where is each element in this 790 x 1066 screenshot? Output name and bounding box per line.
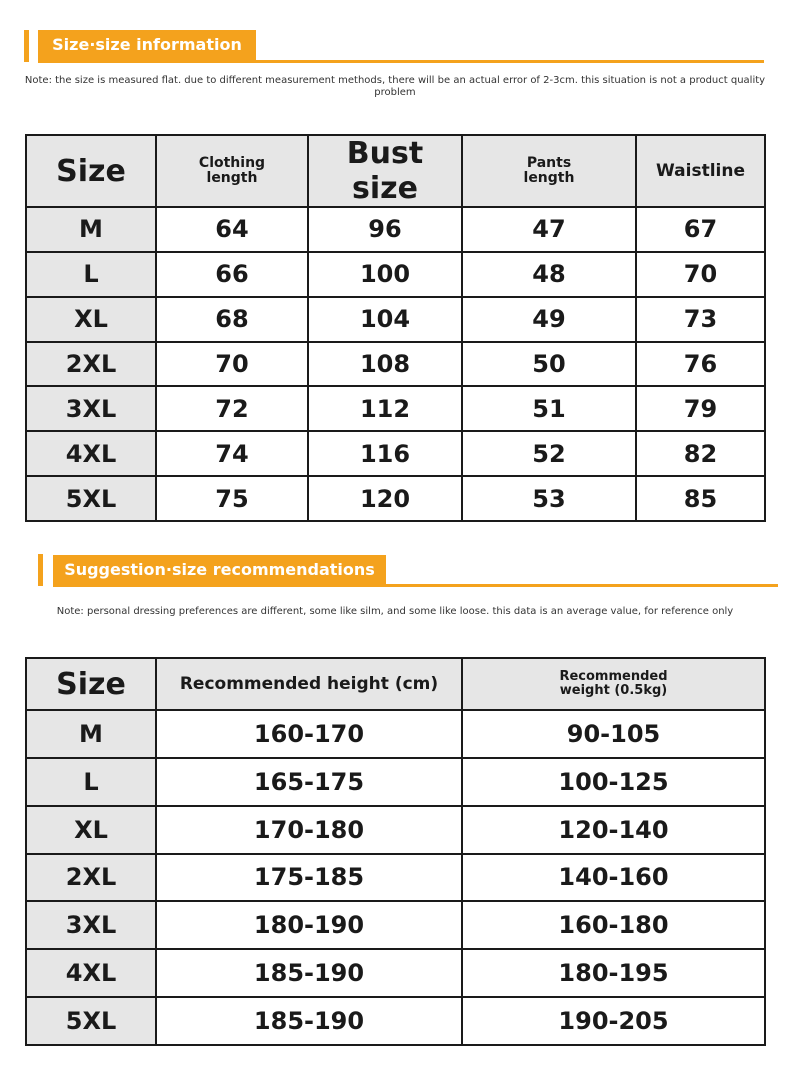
bust-size-cell: 100	[308, 252, 462, 297]
recommended-height-cell: 185-190	[156, 949, 462, 997]
bust-size-cell: 120	[308, 476, 462, 521]
section2-note: Note: personal dressing preferences are different, some like silm, and some like loose. this data is an average value, for reference only	[56, 606, 734, 617]
recommended-weight-cell: 160-180	[462, 901, 765, 949]
recommended-height-cell: 180-190	[156, 901, 462, 949]
header-waistline: Waistline	[636, 135, 765, 207]
size-cell: XL	[26, 297, 156, 342]
clothing-length-cell: 75	[156, 476, 308, 521]
section1-title: Size·size information	[38, 30, 256, 60]
table-row	[26, 342, 765, 387]
clothing-length-cell: 66	[156, 252, 308, 297]
waistline-cell: 73	[636, 297, 765, 342]
size-cell: 3XL	[26, 386, 156, 431]
waistline-cell: 70	[636, 252, 765, 297]
waistline-cell: 82	[636, 431, 765, 476]
recommended-height-cell: 165-175	[156, 758, 462, 806]
clothing-length-cell: 64	[156, 207, 308, 252]
section1-underline	[38, 60, 764, 63]
pants-length-cell: 53	[462, 476, 636, 521]
recommended-weight-cell: 190-205	[462, 997, 765, 1045]
header-pants-length: Pants length	[462, 135, 636, 207]
section1-note: Note: the size is measured flat. due to different measurement methods, there will be an actual error of 2-3cm. this situation is not a product quality problem	[24, 75, 766, 98]
pants-length-cell: 50	[462, 342, 636, 387]
header-recommended-height: Recommended height (cm)	[156, 658, 462, 710]
table-row	[26, 476, 765, 521]
section2-title: Suggestion·size recommendations	[53, 555, 386, 585]
bust-size-cell: 104	[308, 297, 462, 342]
size-cell: 2XL	[26, 854, 156, 902]
recommended-weight-cell: 120-140	[462, 806, 765, 854]
size-cell: 4XL	[26, 949, 156, 997]
header-size: Size	[26, 658, 156, 710]
header-size: Size	[26, 135, 156, 207]
bust-size-cell: 108	[308, 342, 462, 387]
size-cell: M	[26, 207, 156, 252]
table-row	[26, 386, 765, 431]
section2-underline	[53, 584, 778, 587]
size-cell: 3XL	[26, 901, 156, 949]
header-clothing-length: Clothing length	[156, 135, 308, 207]
bust-size-cell: 96	[308, 207, 462, 252]
table-row	[26, 901, 765, 949]
size-cell: M	[26, 710, 156, 758]
table-row	[26, 949, 765, 997]
section2-accent-bar	[38, 554, 43, 586]
table-row	[26, 806, 765, 854]
size-cell: 5XL	[26, 997, 156, 1045]
bust-size-cell: 112	[308, 386, 462, 431]
size-cell: L	[26, 252, 156, 297]
recommended-weight-cell: 140-160	[462, 854, 765, 902]
table-header-row	[26, 658, 765, 710]
recommended-weight-cell: 100-125	[462, 758, 765, 806]
clothing-length-cell: 74	[156, 431, 308, 476]
size-cell: XL	[26, 806, 156, 854]
pants-length-cell: 48	[462, 252, 636, 297]
waistline-cell: 67	[636, 207, 765, 252]
table-row	[26, 431, 765, 476]
table-row	[26, 252, 765, 297]
clothing-length-cell: 72	[156, 386, 308, 431]
recommended-height-cell: 160-170	[156, 710, 462, 758]
recommended-height-cell: 175-185	[156, 854, 462, 902]
pants-length-cell: 52	[462, 431, 636, 476]
size-cell: 4XL	[26, 431, 156, 476]
section1-accent-bar	[24, 30, 29, 62]
table-header-row	[26, 135, 765, 207]
table-row	[26, 758, 765, 806]
size-cell: 2XL	[26, 342, 156, 387]
table-row	[26, 997, 765, 1045]
pants-length-cell: 49	[462, 297, 636, 342]
header-bust-size: Bust size	[308, 135, 462, 207]
table-row	[26, 207, 765, 252]
recommended-weight-cell: 90-105	[462, 710, 765, 758]
recommended-height-cell: 170-180	[156, 806, 462, 854]
recommended-height-cell: 185-190	[156, 997, 462, 1045]
header-recommended-weight: Recommended weight (0.5kg)	[462, 658, 765, 710]
waistline-cell: 79	[636, 386, 765, 431]
clothing-length-cell: 68	[156, 297, 308, 342]
pants-length-cell: 51	[462, 386, 636, 431]
table-row	[26, 297, 765, 342]
size-recommendation-table	[25, 657, 766, 1046]
pants-length-cell: 47	[462, 207, 636, 252]
size-cell: L	[26, 758, 156, 806]
clothing-length-cell: 70	[156, 342, 308, 387]
table-row	[26, 854, 765, 902]
waistline-cell: 76	[636, 342, 765, 387]
table-row	[26, 710, 765, 758]
size-information-table	[25, 134, 766, 522]
size-cell: 5XL	[26, 476, 156, 521]
bust-size-cell: 116	[308, 431, 462, 476]
waistline-cell: 85	[636, 476, 765, 521]
recommended-weight-cell: 180-195	[462, 949, 765, 997]
